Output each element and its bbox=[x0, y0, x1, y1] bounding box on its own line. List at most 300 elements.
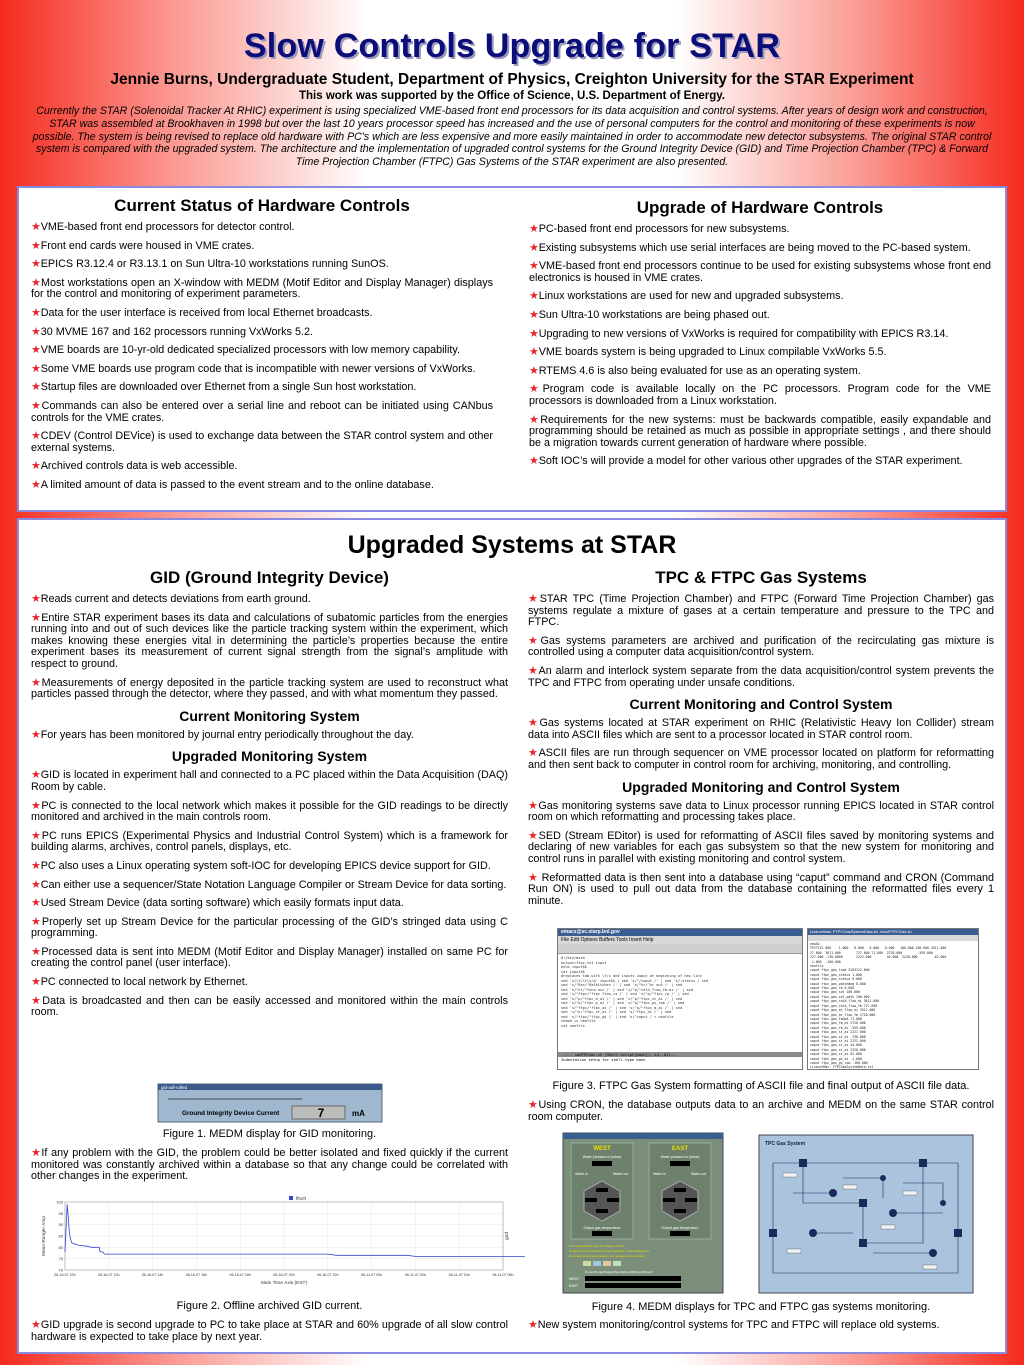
star-bullet-icon: ★ bbox=[529, 364, 539, 377]
terminal-line: newfile bbox=[810, 964, 824, 969]
terminal-line: caput ftpc_gas_st_ai 2227.000 bbox=[810, 1030, 866, 1035]
gid-after-fig1-list bbox=[31, 1148, 508, 1183]
bullet-item bbox=[528, 1320, 994, 1332]
bullet-text: Entire STAR experiment bases its data and calculations of subatomic particles from the energies running into and out of such devices like the particle tracking system within the experiment, which makes knowing these energies vital in determining the particle’s properties because the entire experiment bases its measurement of current signal strength from the signal’s amplitude with respect to ground. bbox=[31, 611, 508, 670]
terminal-line: caput ftpc_gas_fm_ai -559.000 bbox=[810, 1025, 866, 1030]
ftpc-button-1[interactable] bbox=[583, 1261, 591, 1266]
east-water-in: Water in bbox=[653, 1172, 666, 1176]
code-line: cat newfile bbox=[561, 1023, 585, 1028]
gid-heading: GID (Ground Integrity Device) bbox=[150, 568, 389, 587]
current-status-list bbox=[31, 222, 493, 492]
bullet-item bbox=[528, 1100, 994, 1123]
code-line: sed 's/^ftpc/^ftpc_gs /' | sed 's/^caput / > newfile bbox=[561, 1014, 674, 1019]
bullet-text: EPICS R3.12.4 or R3.13.1 on Sun Ultra-10 workstations running SunOS. bbox=[40, 258, 389, 271]
bullet-text: Requirements for the new systems: must be backwards compatible, easily expandable and programming should be retained as much as possible in appropriate settings , and there should be a migration towards current generation of hardware where possible. bbox=[529, 413, 991, 449]
bullet-text: GID upgrade is second upgrade to PC to take place at STAR and 60% upgrade of all slow control hardware is expected to take place by next year. bbox=[31, 1319, 508, 1343]
star-bullet-icon: ★ bbox=[31, 381, 41, 394]
bullet-text: Archived controls data is web accessible. bbox=[40, 460, 238, 473]
bullet-text: Can either use a sequencer/State Notation Language Compiler or Stream Device for data sorting. bbox=[40, 878, 507, 891]
temp-row-east-readouts bbox=[585, 1283, 681, 1288]
east-readout-3 bbox=[685, 1198, 697, 1202]
bullet-text: VME boards system is being upgraded to Linux compilable VxWorks 5.5. bbox=[538, 346, 887, 359]
bullet-text: Linux workstations are used for new and upgraded subsystems. bbox=[538, 290, 844, 303]
code-line: sed 's/^ftpc/^ftpc flow_ra /' | sed 's/^p/^ftpc_rp /' | sed bbox=[561, 992, 689, 996]
bullet-item bbox=[31, 259, 493, 271]
star-bullet-icon: ★ bbox=[31, 258, 41, 271]
star-bullet-icon: ★ bbox=[529, 308, 539, 321]
terminal-line: caput ftpc_gas_st_ai 62.000 bbox=[810, 1052, 862, 1057]
terminal-line: caput ftpc_gas_fm 0.000 bbox=[810, 986, 855, 991]
code-line: cat input$$ bbox=[561, 969, 585, 974]
terminal-line: caput ftpc_gas_st_ai 2222.000 bbox=[810, 1038, 866, 1043]
star-bullet-icon: ★ bbox=[529, 327, 539, 340]
east-pressure-readout bbox=[670, 1161, 690, 1166]
bullet-text: If any problem with the GID, the problem could be better isolated and fixed quickly if the current monitored was constantly archived within a database so that any change could be correlated with other changes in the experiment. bbox=[31, 1147, 508, 1183]
code-line: #!/bin/bash bbox=[561, 956, 585, 960]
code-line: sed 's/^hr/^fchd out /' | sed 's/^p/^cold_flow_fm:ai /' | sed bbox=[561, 987, 693, 992]
emacs-toolbar bbox=[558, 944, 802, 954]
hardware-panel bbox=[17, 186, 1007, 512]
ftpc-note-1: CO compensated only at crospain values bbox=[569, 1244, 624, 1248]
y-tick-label: 80 bbox=[58, 1244, 63, 1250]
terminal-line: 227.000 -730.0000 2222.000 44.000 2220.000 -62.000 bbox=[810, 955, 947, 960]
east-gas-readout bbox=[670, 1231, 690, 1236]
bullet-text: VME-based front end processors for detector control. bbox=[40, 221, 295, 233]
star-bullet-icon: ★ bbox=[31, 878, 41, 891]
chart-x-label: Main Time Axis (EST) bbox=[260, 1281, 308, 1286]
star-bullet-icon: ★ bbox=[31, 239, 41, 252]
terminal-line: caput ftpc_gas_st_ai 44.000 bbox=[810, 1043, 862, 1048]
star-bullet-icon: ★ bbox=[31, 769, 41, 782]
star-bullet-icon: ★ bbox=[31, 676, 42, 689]
y-tick-label: 100 bbox=[56, 1199, 63, 1205]
medm-gid-unit: mA bbox=[352, 1109, 365, 1118]
ftpc-panel-titlebar bbox=[563, 1133, 723, 1139]
east-readout-4 bbox=[674, 1209, 686, 1213]
star-bullet-icon: ★ bbox=[528, 1319, 538, 1331]
bullet-text: Data is broadcasted and then can be easily accessed and monitored within the main controls room. bbox=[31, 994, 508, 1019]
bullet-item bbox=[31, 861, 508, 873]
emacs-modeline: --:-- sedTPCGas.sh (Shell-script[bash])--L1--All--- bbox=[558, 1052, 802, 1057]
west-water-out: Water out bbox=[613, 1172, 629, 1176]
bullet-item bbox=[31, 977, 508, 989]
code-line: sed 's/^p/^ftpc_m_ai /' | sed 's/^p/^ftpc_st_ai /' | sed bbox=[561, 996, 683, 1001]
tpc-column bbox=[528, 568, 994, 914]
terminal-line: caput ftpc_gas_st_ai -730.000 bbox=[810, 1034, 866, 1039]
star-bullet-icon: ★ bbox=[529, 346, 539, 359]
bullet-text: GID is located in experiment hall and connected to a PC placed within the Data Acquisition (DAQ) Room by cable. bbox=[31, 769, 508, 793]
bullet-text: Most workstations open an X-window with MEDM (Motif Editor and Display Manager) displays for the control and monitoring of experiment parameters. bbox=[31, 276, 493, 301]
bullet-text: 30 MVME 167 and 162 processors running VxWorks 5.2. bbox=[40, 325, 313, 338]
star-bullet-icon: ★ bbox=[528, 799, 539, 812]
west-water-in: Water in bbox=[575, 1172, 588, 1176]
emacs-menubar: File Edit Options Buffers Tools Insert Help bbox=[558, 936, 802, 944]
emacs-titlebar: emacs@sc.starp.bnl.gov bbox=[558, 929, 802, 936]
bullet-text: Gas systems parameters are archived and purification of the recirculating gas mixture is controlled using a computer data acquisition/control system. bbox=[528, 634, 994, 659]
east-readout-1 bbox=[674, 1188, 686, 1192]
abstract: Currently the STAR (Solenoidal Tracker At RHIC) experiment is using specialized VME-based front end processors for its data acquisition and control systems. After years of design work and construction, STAR was assembled at Brookhaven in 1998 but over the last 10 years processor speed has increased and the use of personal computers for the control and monitoring of these experiments is now possible. The system is being revised to replace old hardware with PC's which are less expensive and more easily maintained in order to accommodate new detector subsystems. The original STAR control system is compared with the upgraded system. The architecture and the implementation of upgraded control systems for the Ground Integrity Device (GID) and Time Projection Chamber (TPC) & Forward Time Projection Chamber (FTPC) Gas Systems of the STAR experiment are also presented. bbox=[32, 105, 992, 169]
bullet-item bbox=[31, 345, 493, 357]
terminal-line: caput ftpc_gas_tempA 71.000 bbox=[810, 1016, 862, 1021]
terminal-line: caput ftpc_gas_set 100.000 bbox=[810, 990, 860, 995]
bullet-item bbox=[528, 636, 994, 659]
terminal-line: caput ftpc_gas_status 0.000 bbox=[810, 977, 862, 982]
bullet-item bbox=[529, 347, 991, 359]
bullet-item bbox=[31, 382, 493, 394]
star-bullet-icon: ★ bbox=[31, 897, 41, 910]
medm-gid-value: 7 bbox=[317, 1106, 325, 1120]
star-bullet-icon: ★ bbox=[528, 747, 539, 760]
figure-1-medm-gid bbox=[158, 1084, 382, 1122]
bullet-item bbox=[31, 880, 508, 892]
star-bullet-icon: ★ bbox=[528, 871, 539, 884]
y-tick-label: 90 bbox=[58, 1222, 63, 1228]
star-bullet-icon: ★ bbox=[31, 859, 41, 872]
x-tick-label: 06-11-07 02h bbox=[404, 1273, 426, 1277]
emacs-window bbox=[557, 928, 803, 1070]
east-water-pressure: Water pressure in (mbar) bbox=[660, 1155, 700, 1159]
medm-gid-label: Ground Integrity Device Current bbox=[182, 1110, 280, 1117]
bullet-text: Reads current and detects deviations from earth ground. bbox=[40, 593, 311, 605]
code-line: output=ftpc.txt input bbox=[561, 960, 607, 965]
star-bullet-icon: ★ bbox=[529, 413, 541, 426]
star-bullet-icon: ★ bbox=[529, 260, 539, 273]
terminal-line: caput ftpc_gas_set_path 100.000 bbox=[810, 994, 870, 999]
star-bullet-icon: ★ bbox=[31, 994, 43, 1007]
x-tick-label: 06-16-07 20h bbox=[273, 1273, 295, 1277]
temp-row-east: EAST bbox=[569, 1284, 579, 1288]
bullet-text: Sun Ultra-10 workstations are being phased out. bbox=[538, 308, 770, 321]
gid-after-fig2 bbox=[31, 1320, 508, 1350]
star-bullet-icon: ★ bbox=[31, 799, 42, 812]
current-status-column bbox=[31, 196, 493, 499]
star-bullet-icon: ★ bbox=[31, 221, 41, 233]
terminal-line: TP27122 000 1.000 0.000 0.000 0.000 100.000 100.000 3511.000 bbox=[810, 946, 947, 951]
bullet-text: Gas systems located at STAR experiment on RHIC (Relativistic Heavy Ion Collider) stream data into ASCII files which are sent to a processor located in STAR control room. bbox=[528, 717, 995, 741]
bullet-item bbox=[31, 801, 508, 824]
bullet-text: STAR TPC (Time Projection Chamber) and FTPC (Forward Time Projection Chamber) gas systems regulate a mixture of gases at a certain temperature and pressure to the TPC and FTPC. bbox=[528, 593, 994, 629]
bullet-text: For years has been monitored by journal entry periodically throughout the day. bbox=[40, 728, 414, 741]
y-tick-label: 85 bbox=[58, 1233, 63, 1239]
medm-gas-displays bbox=[563, 1133, 973, 1293]
bullet-item bbox=[31, 947, 508, 970]
bullet-text: Soft IOC’s will provide a model for other various other upgrades of the STAR experiment. bbox=[538, 455, 963, 468]
bullet-text: Front end cards were housed in VME crates. bbox=[40, 239, 255, 252]
bullet-text: Startup files are downloaded over Ethernet from a single Sun host workstation. bbox=[40, 381, 417, 394]
bullet-item bbox=[529, 261, 991, 284]
code-line: sed 's/^ftpc/^ftpc_ai /' | sed 's/^p/^ftpc_m_ai /' | sed bbox=[561, 1005, 683, 1010]
bullet-text: Upgrading to new versions of VxWorks is required for compatibility with EPICS R3.14. bbox=[538, 327, 949, 340]
terminal-titlebar: LivanorMac: FTPCGasSystemData.txt ./newFTPCGas.sh bbox=[808, 929, 978, 935]
star-bullet-icon: ★ bbox=[31, 829, 42, 842]
bullet-text: CDEV (Control DEVice) is used to exchange data between the STAR control system and other external systems. bbox=[31, 430, 493, 454]
chart-legend-label: fftsrft bbox=[296, 1196, 306, 1201]
east-label: EAST bbox=[671, 1146, 689, 1152]
bullet-item bbox=[31, 364, 493, 376]
x-tick-label: 06-16-07 18h bbox=[229, 1273, 251, 1277]
bullet-text: Properly set up Stream Device for the particular processing of the GID’s stringed data using C programming. bbox=[31, 915, 508, 940]
bullet-text: Commands can also be entered over a serial line and reboot can be initiated using CANbus controls for the VME crates. bbox=[31, 399, 493, 424]
bullet-item bbox=[529, 291, 991, 303]
medm-gid-titlebar bbox=[158, 1084, 382, 1090]
terminal-line: caput ftpc_gas_cold_flow_fm 727.000 bbox=[810, 1003, 878, 1008]
east-water-out: Water out bbox=[691, 1172, 707, 1176]
poster-header bbox=[20, 26, 1004, 169]
east-output-gas: Output gas temperature bbox=[661, 1226, 699, 1230]
medm-gid-title: gid-adl-rolled bbox=[161, 1085, 188, 1090]
tpc-after-fig3-list bbox=[528, 1100, 994, 1123]
code-line: echo input$$ bbox=[561, 965, 587, 969]
terminal-line: caput ftpc_gas_fm_ai 2720.000 bbox=[810, 1021, 866, 1026]
gid-upgraded-heading: Upgraded Monitoring System bbox=[171, 748, 368, 765]
chart-y-label: Mean Ranger Amp bbox=[42, 1216, 47, 1256]
star-bullet-icon: ★ bbox=[31, 478, 41, 491]
star-bullet-icon: ★ bbox=[31, 945, 42, 958]
star-bullet-icon: ★ bbox=[528, 829, 539, 842]
bullet-text: Program code is available locally on the PC processors. Program code for the VME processors is downloaded from a Linux workstation. bbox=[529, 383, 991, 407]
star-bullet-icon: ★ bbox=[31, 430, 41, 443]
bullet-text: VME boards are 10-yr-old dedicated specialized processors with low memory capability. bbox=[40, 344, 460, 357]
y-tick-label: 95 bbox=[58, 1210, 63, 1216]
ftpc-note-3: Recorded levels and pressure are updated and recorded bbox=[569, 1254, 645, 1258]
gid-column bbox=[31, 568, 508, 1026]
star-bullet-icon: ★ bbox=[528, 593, 540, 605]
bullet-text: Reformatted data is then sent into a database using “caput” command and CRON (Command Run ON) is used to pull out data from the database containing the reformatted files every 1 minute. bbox=[528, 871, 994, 907]
temp-row-west-readouts bbox=[585, 1276, 681, 1281]
terminal-line: caput ftpc_gas_ar_flow_ai 3511.000 bbox=[810, 1008, 876, 1013]
code-line: #replaces tab with \t\s and inputs caput at beginning of new line bbox=[561, 974, 702, 978]
bullet-text: RTEMS 4.6 is also being evaluated for use as an operating system. bbox=[538, 364, 861, 377]
upgraded-systems-heading: Upgraded Systems at STAR bbox=[347, 531, 677, 559]
bullet-item bbox=[31, 308, 493, 320]
star-bullet-icon: ★ bbox=[31, 362, 41, 375]
bullet-item bbox=[31, 222, 493, 234]
bullet-item bbox=[31, 480, 493, 492]
star-bullet-icon: ★ bbox=[528, 717, 540, 730]
gid-current-list bbox=[31, 730, 508, 742]
west-readout-2 bbox=[585, 1198, 597, 1202]
west-readout-3 bbox=[607, 1198, 619, 1202]
west-output-gas: Output gas temperature bbox=[583, 1226, 621, 1230]
bullet-text: Some VME boards use program code that is incompatible with newer versions of VxWorks. bbox=[40, 362, 476, 375]
terminal-line: caput ftpc_gas_status 1.000 bbox=[810, 972, 862, 977]
tpc-current-list bbox=[528, 718, 994, 771]
star-bullet-icon: ★ bbox=[529, 383, 543, 396]
ftpc-button-2[interactable] bbox=[593, 1261, 601, 1266]
y-tick-label: 70 bbox=[58, 1267, 63, 1273]
bullet-text: PC is connected to the local network which makes it possible for the GID readings to be directly monitored and archived in the main controls room. bbox=[31, 799, 508, 824]
bullet-item bbox=[528, 666, 994, 689]
bullet-item bbox=[528, 831, 994, 866]
terminal-line: LivanorMac: FTPCGasSystemData.txt bbox=[810, 1065, 874, 1070]
bullet-item bbox=[529, 456, 991, 468]
code-line: sed 's/^p/^ftpc_st_ai /' | sed 's/^ftpc_ai /' | sed bbox=[561, 1010, 672, 1014]
bullet-item bbox=[31, 898, 508, 910]
chart-legend-swatch bbox=[289, 1196, 293, 1200]
bullet-text: Gas monitoring systems save data to Linux processor running EPICS located in STAR control room on which reformatting and processing takes place. bbox=[528, 799, 994, 824]
tpc-after-fig4-list bbox=[528, 1320, 994, 1332]
terminal-output bbox=[808, 941, 978, 1071]
ftpc-button-4[interactable] bbox=[613, 1261, 621, 1266]
bullet-item bbox=[31, 917, 508, 940]
bullet-item bbox=[528, 748, 994, 771]
bullet-item bbox=[31, 1148, 508, 1183]
west-label: WEST bbox=[593, 1146, 611, 1152]
gid-current-heading: Current Monitoring System bbox=[179, 707, 360, 724]
temp-header: Temp1|Temp2|Temp3|Temp4|Temp5|Temp6|Temp7 bbox=[585, 1270, 653, 1274]
star-bullet-icon: ★ bbox=[529, 223, 539, 235]
bullet-text: PC connected to local network by Ethernet. bbox=[40, 976, 248, 989]
star-bullet-icon: ★ bbox=[31, 593, 41, 605]
star-bullet-icon: ★ bbox=[31, 1147, 42, 1159]
star-bullet-icon: ★ bbox=[31, 915, 42, 928]
tpc-after-fig3 bbox=[528, 1100, 994, 1130]
bullet-text: PC also uses a Linux operating system soft-IOC for developing EPICS device support for GID. bbox=[40, 859, 491, 872]
gid-archive-chart bbox=[33, 1194, 514, 1286]
bullet-item bbox=[31, 831, 508, 854]
x-tick-label: 06-16-07 10h bbox=[54, 1273, 76, 1277]
star-bullet-icon: ★ bbox=[31, 611, 42, 624]
bullet-item bbox=[529, 366, 991, 378]
bullet-text: PC runs EPICS (Experimental Physics and Industrial Control System) which is a framework for building alarms, archives, control panels, displays, etc. bbox=[31, 829, 508, 854]
code-line: sed 's/^p/^ftpc_m_ai /' | sed 's/^p/^ftpc_gs_rpm /' | sed bbox=[561, 1001, 685, 1005]
tpc-panel-bg bbox=[759, 1135, 973, 1293]
emacs-statusline: Indentation setup for shell-type bash bbox=[561, 1057, 646, 1062]
west-pressure-readout bbox=[592, 1161, 612, 1166]
medm-gid-window bbox=[158, 1084, 382, 1122]
code-line: sed 's/^Rec/^Ratkitchen /' | sed 's/^hr/^hr out /' | sed bbox=[561, 983, 683, 987]
upgrade-hw-list bbox=[529, 224, 991, 468]
gid-upgraded-list bbox=[31, 770, 508, 1019]
x-tick-label: 06-16-07 14h bbox=[141, 1273, 164, 1277]
star-bullet-icon: ★ bbox=[31, 276, 41, 289]
bullet-text: A limited amount of data is passed to the event stream and to the online database. bbox=[40, 478, 434, 491]
temp-row-west: WEST bbox=[569, 1277, 580, 1281]
star-bullet-icon: ★ bbox=[31, 1319, 41, 1331]
star-bullet-icon: ★ bbox=[529, 455, 539, 468]
bullet-text: Measurements of energy deposited in the particle tracking system are used to reconstruct what particles passed through the detector, where they passed, and with what momentum they passed. bbox=[31, 676, 508, 701]
tpc-current-heading: Current Monitoring and Control System bbox=[629, 696, 893, 713]
bullet-text: Data for the user interface is received from local Ethernet broadcasts. bbox=[40, 306, 373, 319]
bullet-item bbox=[529, 415, 991, 450]
bullet-text: SED (Stream EDitor) is used for reformatting of ASCII files saved by monitoring systems and declaring of new variables for each gas subsystem so that the new system for monitoring and control runs in parallel with existing monitoring and control system. bbox=[528, 829, 995, 865]
bullet-item bbox=[31, 996, 508, 1019]
bullet-text: VME-based front end processors continue to be used for existing subsystems whose front end electronics is housed in VME crates. bbox=[529, 260, 991, 284]
terminal-line: 27.000 3611.000 727.000 71.000 2720.000 -559.000 bbox=[810, 950, 933, 955]
bullet-item bbox=[529, 224, 991, 236]
figure-3-screens bbox=[557, 928, 979, 1070]
bullet-item bbox=[31, 770, 508, 793]
x-tick-label: 06-16-07 12h bbox=[98, 1273, 120, 1277]
bullet-item bbox=[31, 431, 493, 454]
bullet-text: Processed data is sent into MEDM (Motif Editor and Display Manager) installed on same PC for creating the control panel (user interface). bbox=[31, 945, 508, 970]
figure-2-chart bbox=[33, 1194, 514, 1286]
bullet-item bbox=[528, 801, 994, 824]
x-tick-label: 06-11-07 04h bbox=[448, 1273, 470, 1277]
star-bullet-icon: ★ bbox=[31, 344, 41, 357]
tpc-heading: TPC & FTPC Gas Systems bbox=[655, 568, 867, 587]
terminal-line: caput ftpc_gas_gs_rpm -100.000 bbox=[810, 1060, 868, 1065]
star-bullet-icon: ★ bbox=[31, 976, 41, 989]
y-tick-label: 75 bbox=[58, 1256, 63, 1262]
figure-1-caption: Figure 1. MEDM display for GID monitoring. bbox=[162, 1128, 377, 1140]
ftpc-button-3[interactable] bbox=[603, 1261, 611, 1266]
east-readout-2 bbox=[663, 1198, 675, 1202]
star-bullet-icon: ★ bbox=[31, 460, 41, 473]
bullet-item bbox=[31, 401, 493, 424]
star-bullet-icon: ★ bbox=[31, 399, 42, 412]
terminal-line: caput ftpc_gas_gs_ai -1.000 bbox=[810, 1056, 862, 1061]
terminal-line: newS4 bbox=[810, 942, 820, 946]
bullet-item bbox=[528, 873, 994, 908]
code-line: sed 's/\t/\t\s/g' input$$ | sed 's/^/caput /' | sed 's/:status / sed bbox=[561, 978, 709, 983]
tpc-panel-title: TPC Gas System bbox=[765, 1141, 806, 1147]
gid-intro-list bbox=[31, 594, 508, 701]
figure-4-caption: Figure 4. MEDM displays for TPC and FTPC gas systems monitoring. bbox=[591, 1301, 931, 1313]
terminal-window bbox=[807, 928, 979, 1070]
bullet-item bbox=[31, 327, 493, 339]
bullet-item bbox=[31, 678, 508, 701]
star-bullet-icon: ★ bbox=[529, 290, 539, 303]
bullet-item bbox=[31, 278, 493, 301]
bullet-item bbox=[529, 329, 991, 341]
bullet-item bbox=[31, 613, 508, 671]
poster-title: Slow Controls Upgrade for STAR bbox=[243, 27, 781, 65]
star-bullet-icon: ★ bbox=[31, 728, 41, 741]
bullet-item bbox=[528, 718, 994, 741]
figure-3-caption: Figure 3. FTPC Gas System formatting of ASCII file and final output of ASCII file data. bbox=[552, 1080, 970, 1092]
west-readout-4 bbox=[596, 1209, 608, 1213]
terminal-line: caput ftpc_gas_time 5163122.000 bbox=[810, 968, 870, 973]
upgraded-systems-panel bbox=[17, 518, 1007, 1354]
star-bullet-icon: ★ bbox=[529, 241, 539, 254]
x-tick-label: 06-11-07 00h bbox=[361, 1273, 383, 1277]
bullet-text: Existing subsystems which use serial interfaces are being moved to the PC-based system. bbox=[538, 241, 971, 254]
upgrade-hw-heading: Upgrade of Hardware Controls bbox=[636, 198, 884, 217]
bullet-text: New system monitoring/control systems for TPC and FTPC will replace old systems. bbox=[537, 1319, 940, 1331]
bullet-text: PC-based front end processors for new subsystems. bbox=[538, 223, 790, 235]
emacs-code-area bbox=[558, 954, 802, 1052]
terminal-line: caput ftpc_gas_st_ai 2220.000 bbox=[810, 1047, 866, 1052]
ftpc-note-2: Cooling circuit temperatures are recorded in the background bbox=[569, 1249, 649, 1253]
figure-2-caption: Figure 2. Offline archived GID current. bbox=[176, 1300, 363, 1312]
x-tick-label: 06-16-07 16h bbox=[185, 1273, 208, 1277]
upgrade-hw-column bbox=[529, 198, 991, 475]
bullet-item bbox=[31, 1320, 508, 1343]
bullet-item bbox=[528, 594, 994, 629]
star-bullet-icon: ★ bbox=[528, 664, 539, 677]
west-readout-1 bbox=[596, 1188, 608, 1192]
tpc-upgraded-list bbox=[528, 801, 994, 908]
authors-line: Jennie Burns, Undergraduate Student, Department of Physics, Creighton University for the STAR Experiment bbox=[110, 71, 914, 88]
bullet-item bbox=[31, 241, 493, 253]
star-bullet-icon: ★ bbox=[31, 306, 41, 319]
current-status-heading: Current Status of Hardware Controls bbox=[114, 196, 410, 215]
star-bullet-icon: ★ bbox=[31, 325, 41, 338]
bullet-text: An alarm and interlock system separate from the data acquisition/control system prevents the TPC and FTPC from operating under unsafe conditions. bbox=[528, 664, 994, 689]
support-line: This work was supported by the Office of Science, U.S. Department of Energy. bbox=[298, 90, 725, 102]
terminal-line: caput ftpc_gas_watchdog 0.000 bbox=[810, 981, 866, 986]
bullet-item bbox=[31, 461, 493, 473]
tpc-after-fig4 bbox=[528, 1320, 994, 1339]
gid-after-fig2-list bbox=[31, 1320, 508, 1343]
star-bullet-icon: ★ bbox=[528, 1099, 539, 1111]
bullet-text: Using CRON, the database outputs data to an archive and MEDM on the same STAR control room computer. bbox=[528, 1099, 994, 1123]
gid-after-fig1 bbox=[31, 1148, 508, 1190]
bullet-item bbox=[31, 730, 508, 742]
bullet-text: Used Stream Device (data sorting software) which easily formats input data. bbox=[40, 897, 404, 910]
x-tick-label: 06-16-07 22h bbox=[317, 1273, 339, 1277]
